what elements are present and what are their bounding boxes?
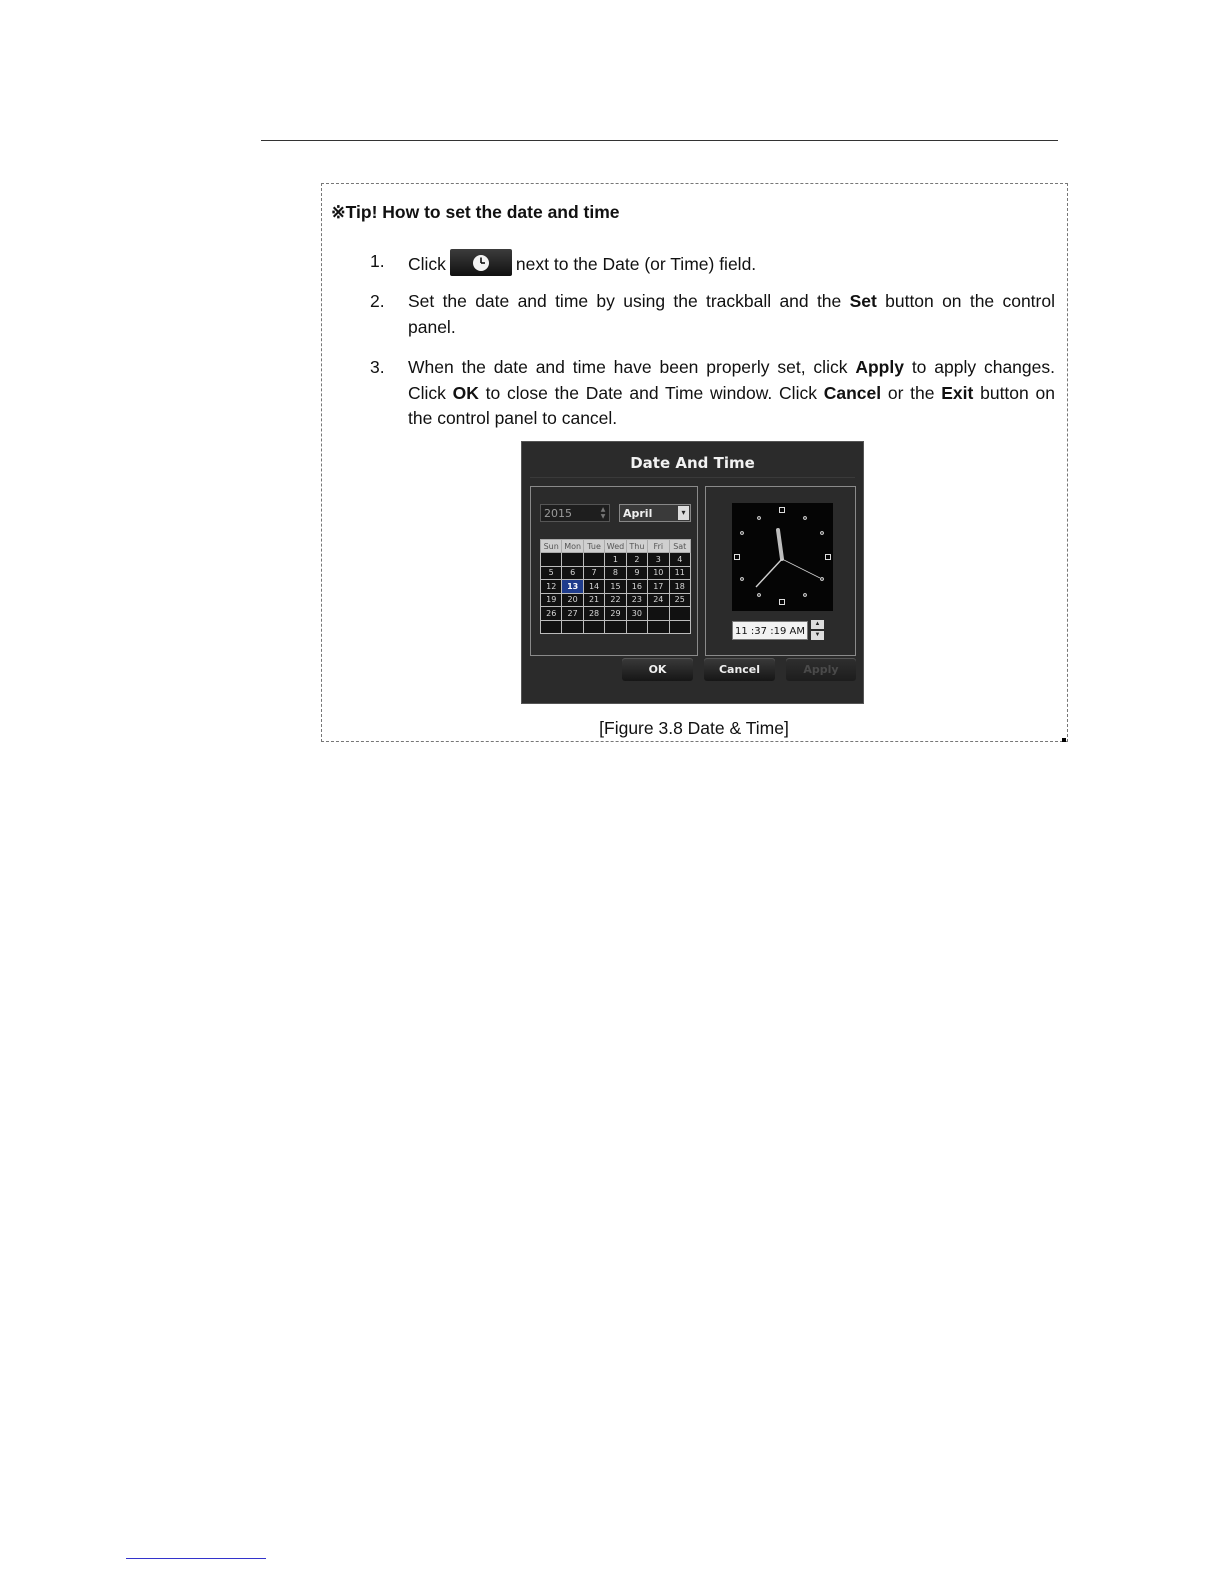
weekday-header: Sat bbox=[669, 540, 690, 553]
calendar-day-cell[interactable]: 7 bbox=[583, 566, 604, 580]
calendar-day-cell bbox=[669, 607, 690, 621]
ok-button[interactable]: OK bbox=[622, 658, 693, 681]
calendar-day-cell bbox=[648, 607, 669, 621]
weekday-header: Mon bbox=[562, 540, 583, 553]
calendar-day-cell[interactable]: 22 bbox=[605, 593, 626, 607]
calendar-day-cell bbox=[648, 620, 669, 634]
figure-caption bbox=[0, 718, 1224, 739]
calendar-day-cell[interactable]: 23 bbox=[626, 593, 647, 607]
calendar-day-cell[interactable]: 5 bbox=[541, 566, 562, 580]
calendar-day-cell[interactable]: 25 bbox=[669, 593, 690, 607]
calendar-day-cell[interactable]: 1 bbox=[605, 553, 626, 567]
calendar-day-cell bbox=[583, 620, 604, 634]
weekday-header: Thu bbox=[626, 540, 647, 553]
calendar-day-cell[interactable]: 14 bbox=[583, 580, 604, 594]
calendar-day-cell[interactable]: 6 bbox=[562, 566, 583, 580]
calendar-day-cell bbox=[605, 620, 626, 634]
time-up-arrow[interactable]: ▲ bbox=[811, 620, 824, 629]
calendar-day-cell[interactable]: 28 bbox=[583, 607, 604, 621]
year-spin-arrows[interactable]: ▲ ▼ bbox=[600, 506, 606, 520]
step-3-number: 3. bbox=[370, 357, 385, 377]
title-divider bbox=[530, 477, 855, 478]
calendar-day-cell[interactable]: 27 bbox=[562, 607, 583, 621]
cancel-button[interactable]: Cancel bbox=[704, 658, 775, 681]
clock-icon bbox=[471, 253, 491, 273]
calendar-day-cell[interactable]: 3 bbox=[648, 553, 669, 567]
year-spinbox[interactable] bbox=[540, 504, 610, 522]
step-2-number: 2. bbox=[370, 291, 385, 311]
month-select[interactable] bbox=[619, 504, 691, 522]
calendar-week-row bbox=[541, 620, 691, 634]
footer-link-rule bbox=[126, 1558, 266, 1559]
calendar-grid bbox=[540, 539, 691, 634]
apply-button[interactable]: Apply bbox=[786, 658, 856, 681]
dialog-title: Date And Time bbox=[630, 454, 755, 472]
month-value: April bbox=[623, 507, 653, 520]
calendar-day-cell[interactable]: 4 bbox=[669, 553, 690, 567]
calendar-day-cell bbox=[669, 620, 690, 634]
year-value: 2015 bbox=[544, 507, 572, 520]
figure-caption-text: [Figure 3.8 Date & Time] bbox=[599, 718, 789, 738]
time-down-arrow[interactable]: ▼ bbox=[811, 631, 824, 640]
calendar-day-cell[interactable]: 12 bbox=[541, 580, 562, 594]
calendar-day-cell[interactable]: 9 bbox=[626, 566, 647, 580]
calendar-week-row bbox=[541, 580, 691, 594]
calendar-week-row bbox=[541, 593, 691, 607]
calendar-panel bbox=[530, 486, 698, 656]
weekday-header: Fri bbox=[648, 540, 669, 553]
calendar-day-cell[interactable]: 20 bbox=[562, 593, 583, 607]
time-spinner[interactable] bbox=[811, 620, 824, 640]
calendar-day-cell bbox=[626, 620, 647, 634]
calendar-day-cell bbox=[583, 553, 604, 567]
step-2-text: Set the date and time by using the trackball and the Set button on the control panel. bbox=[408, 291, 1055, 337]
analog-clock bbox=[732, 503, 833, 611]
calendar-week-row bbox=[541, 553, 691, 567]
weekday-header: Tue bbox=[583, 540, 604, 553]
calendar-day-cell bbox=[562, 620, 583, 634]
weekday-header: Wed bbox=[606, 541, 625, 551]
calendar-day-cell[interactable]: 18 bbox=[669, 580, 690, 594]
tip-title: ※Tip! How to set the date and time bbox=[331, 202, 620, 222]
calendar-day-cell[interactable]: 11 bbox=[669, 566, 690, 580]
time-field[interactable]: 11 :37 :19 AM bbox=[732, 621, 808, 640]
calendar-day-cell[interactable]: 16 bbox=[626, 580, 647, 594]
calendar-day-cell[interactable]: 13 bbox=[562, 580, 583, 594]
weekday-header: Sun bbox=[541, 540, 562, 553]
calendar-day-cell[interactable]: 26 bbox=[541, 607, 562, 621]
calendar-day-cell[interactable]: 29 bbox=[605, 607, 626, 621]
step-3-text: When the date and time have been properly set, click Apply to apply changes. Click OK to close the Date and Time window. Click Cancel or the Exit button on the control panel to cancel. bbox=[408, 357, 1055, 428]
date-time-dialog bbox=[521, 441, 864, 704]
calendar-week-row bbox=[541, 566, 691, 580]
step-1-number: 1. bbox=[370, 251, 385, 271]
calendar-day-cell[interactable]: 10 bbox=[648, 566, 669, 580]
calendar-day-cell[interactable]: 8 bbox=[605, 566, 626, 580]
calendar-week-row bbox=[541, 607, 691, 621]
calendar-day-cell[interactable]: 24 bbox=[648, 593, 669, 607]
calendar-day-cell[interactable]: 17 bbox=[648, 580, 669, 594]
calendar-day-cell bbox=[562, 553, 583, 567]
step-1-text: Click next to the Date (or Time) field. bbox=[408, 249, 1055, 278]
chevron-down-icon[interactable]: ▾ bbox=[678, 506, 689, 520]
header-rule bbox=[261, 140, 1058, 141]
calendar-day-cell[interactable]: 30 bbox=[626, 607, 647, 621]
calendar-day-cell[interactable]: 15 bbox=[605, 580, 626, 594]
calendar-day-cell[interactable]: 19 bbox=[541, 593, 562, 607]
calendar-day-cell bbox=[541, 620, 562, 634]
calendar-day-cell[interactable]: 21 bbox=[583, 593, 604, 607]
calendar-day-cell bbox=[541, 553, 562, 567]
clock-panel bbox=[705, 486, 856, 656]
clock-face-icon bbox=[732, 503, 833, 611]
calendar-day-cell[interactable]: 2 bbox=[626, 553, 647, 567]
clock-button[interactable] bbox=[450, 249, 512, 276]
